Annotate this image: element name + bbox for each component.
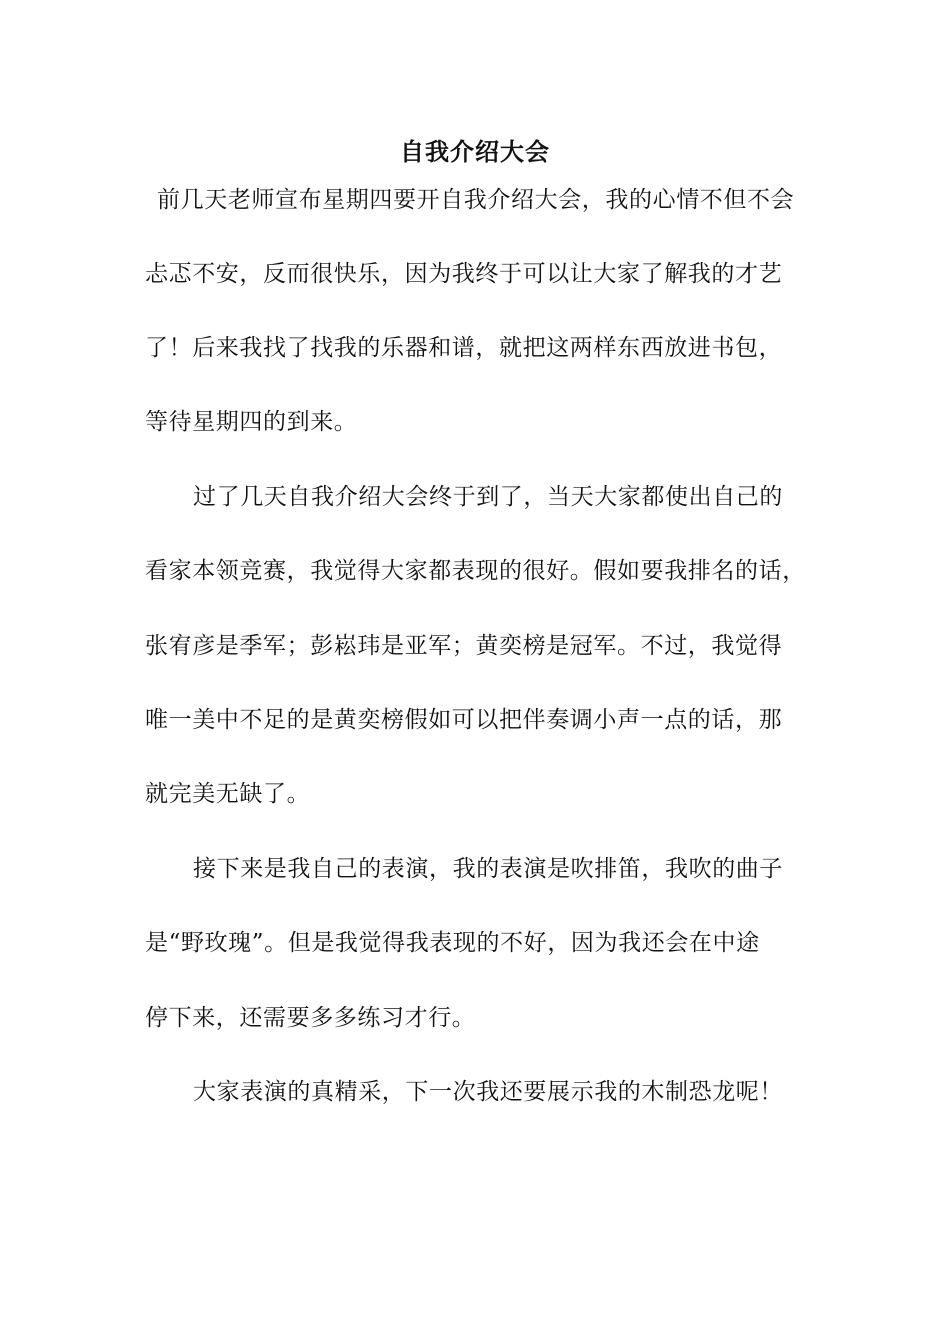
paragraph-1-line-4: 等待星期四的到来。 [145, 409, 358, 435]
paragraph-3-line-1: 接下来是我自己的表演，我的表演是吹排笛，我吹的曲子 [193, 856, 783, 882]
paragraph-3-line-3: 停下来，还需要多多练习才行。 [145, 1005, 476, 1031]
paragraph-2-line-5: 就完美无缺了。 [145, 781, 311, 807]
paragraph-4-line-1: 大家表演的真精采，下一次我还要展示我的木制恐龙呢！ [193, 1079, 783, 1105]
paragraph-1-line-2: 忐忑不安，反而很快乐，因为我终于可以让大家了解我的才艺 [145, 261, 783, 287]
paragraph-1-line-3: 了！后来我找了找我的乐器和谱，就把这两样东西放进书包， [145, 335, 783, 361]
document-title: 自我介绍大会 [400, 137, 550, 166]
paragraph-2-line-2: 看家本领竞赛，我觉得大家都表现的很好。假如要我排名的话， [145, 558, 806, 584]
paragraph-1-line-1: 前几天老师宣布星期四要开自我介绍大会，我的心情不但不会 [157, 187, 795, 213]
paragraph-2-line-3: 张宥彦是季军；彭崧玮是亚军；黄奕榜是冠军。不过，我觉得 [145, 633, 783, 659]
paragraph-2-line-1: 过了几天自我介绍大会终于到了，当天大家都使出自己的 [193, 484, 783, 510]
paragraph-2-line-4: 唯一美中不足的是黄奕榜假如可以把伴奏调小声一点的话，那 [145, 707, 783, 733]
paragraph-3-line-2: 是“野玫瑰”。但是我觉得我表现的不好，因为我还会在中途 [145, 930, 760, 956]
